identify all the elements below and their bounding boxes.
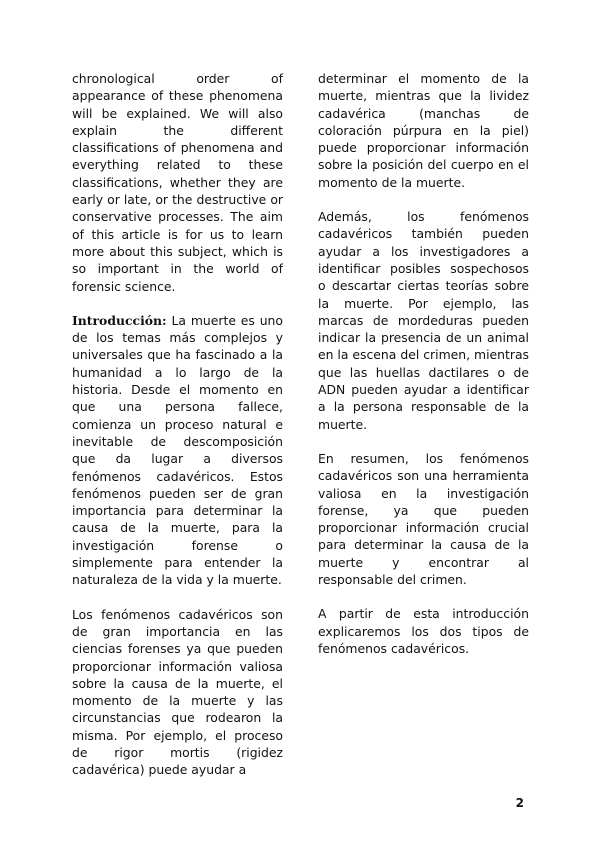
page-number: 2 [515, 796, 524, 810]
paragraph-introduccion [72, 312, 283, 589]
paragraph-transition: A partir de esta introducción explicaremos los dos tipos de fenómenos cadavéricos. [318, 606, 529, 656]
intro-body: La muerte es uno de los temas más complejos y universales que ha fascinado a la humanidad a lo largo de la historia. Desde el momento en que una persona fallece, comienza un proceso natural e inevitable de descomposición que da lugar a diversos fenómenos cadavéricos. Estos fenómenos pueden ser de gran importancia para determinar la causa de la muerte, para la investigación forense o simplemente para entender la naturaleza de la vida y la muerte. [72, 312, 283, 588]
left-column [72, 70, 283, 796]
paragraph-summary: En resumen, los fenómenos cadavéricos son una herramienta valiosa en la investigación forense, ya que pueden proporcionar información crucial para determinar la causa de la muerte y encontrar al responsable del crimen. [318, 450, 529, 588]
paragraph-investigators: Además, los fenómenos cadavéricos también pueden ayudar a los investigadores a identificar posibles sospechosos o descartar ciertas teorías sobre la muerte. Por ejemplo, las marcas de mordeduras pueden indicar la presencia de un animal en la escena del crimen, mientras que las huellas dactilares o de ADN pueden ayudar a identificar a la persona responsable de la muerte. [318, 209, 529, 432]
paragraph-lividez: determinar el momento de la muerte, mientras que la lividez cadavérica (manchas de coloración púrpura en la piel) puede proporcionar información sobre la posición del cuerpo en el momento de la muerte. [318, 71, 529, 190]
right-column [318, 70, 529, 674]
paragraph-abstract-end: chronological order of appearance of these phenomena will be explained. We will also explain the different classifications of phenomena and everything related to these classifications, whether they are early or late, or the destructive or conservative processes. The aim of this article is for us to learn more about this subject, which is so important in the world of forensic science. [72, 71, 283, 294]
intro-heading: Introducción: [72, 312, 167, 328]
paragraph-importance: Los fenómenos cadavéricos son de gran importancia en las ciencias forenses ya que pueden proporcionar información valiosa sobre la causa de la muerte, el momento de la muerte y las circunstancias que rodearon la misma. Por ejemplo, el proceso de rigor mortis (rigidez cadavérica) puede ayudar a [72, 606, 283, 778]
